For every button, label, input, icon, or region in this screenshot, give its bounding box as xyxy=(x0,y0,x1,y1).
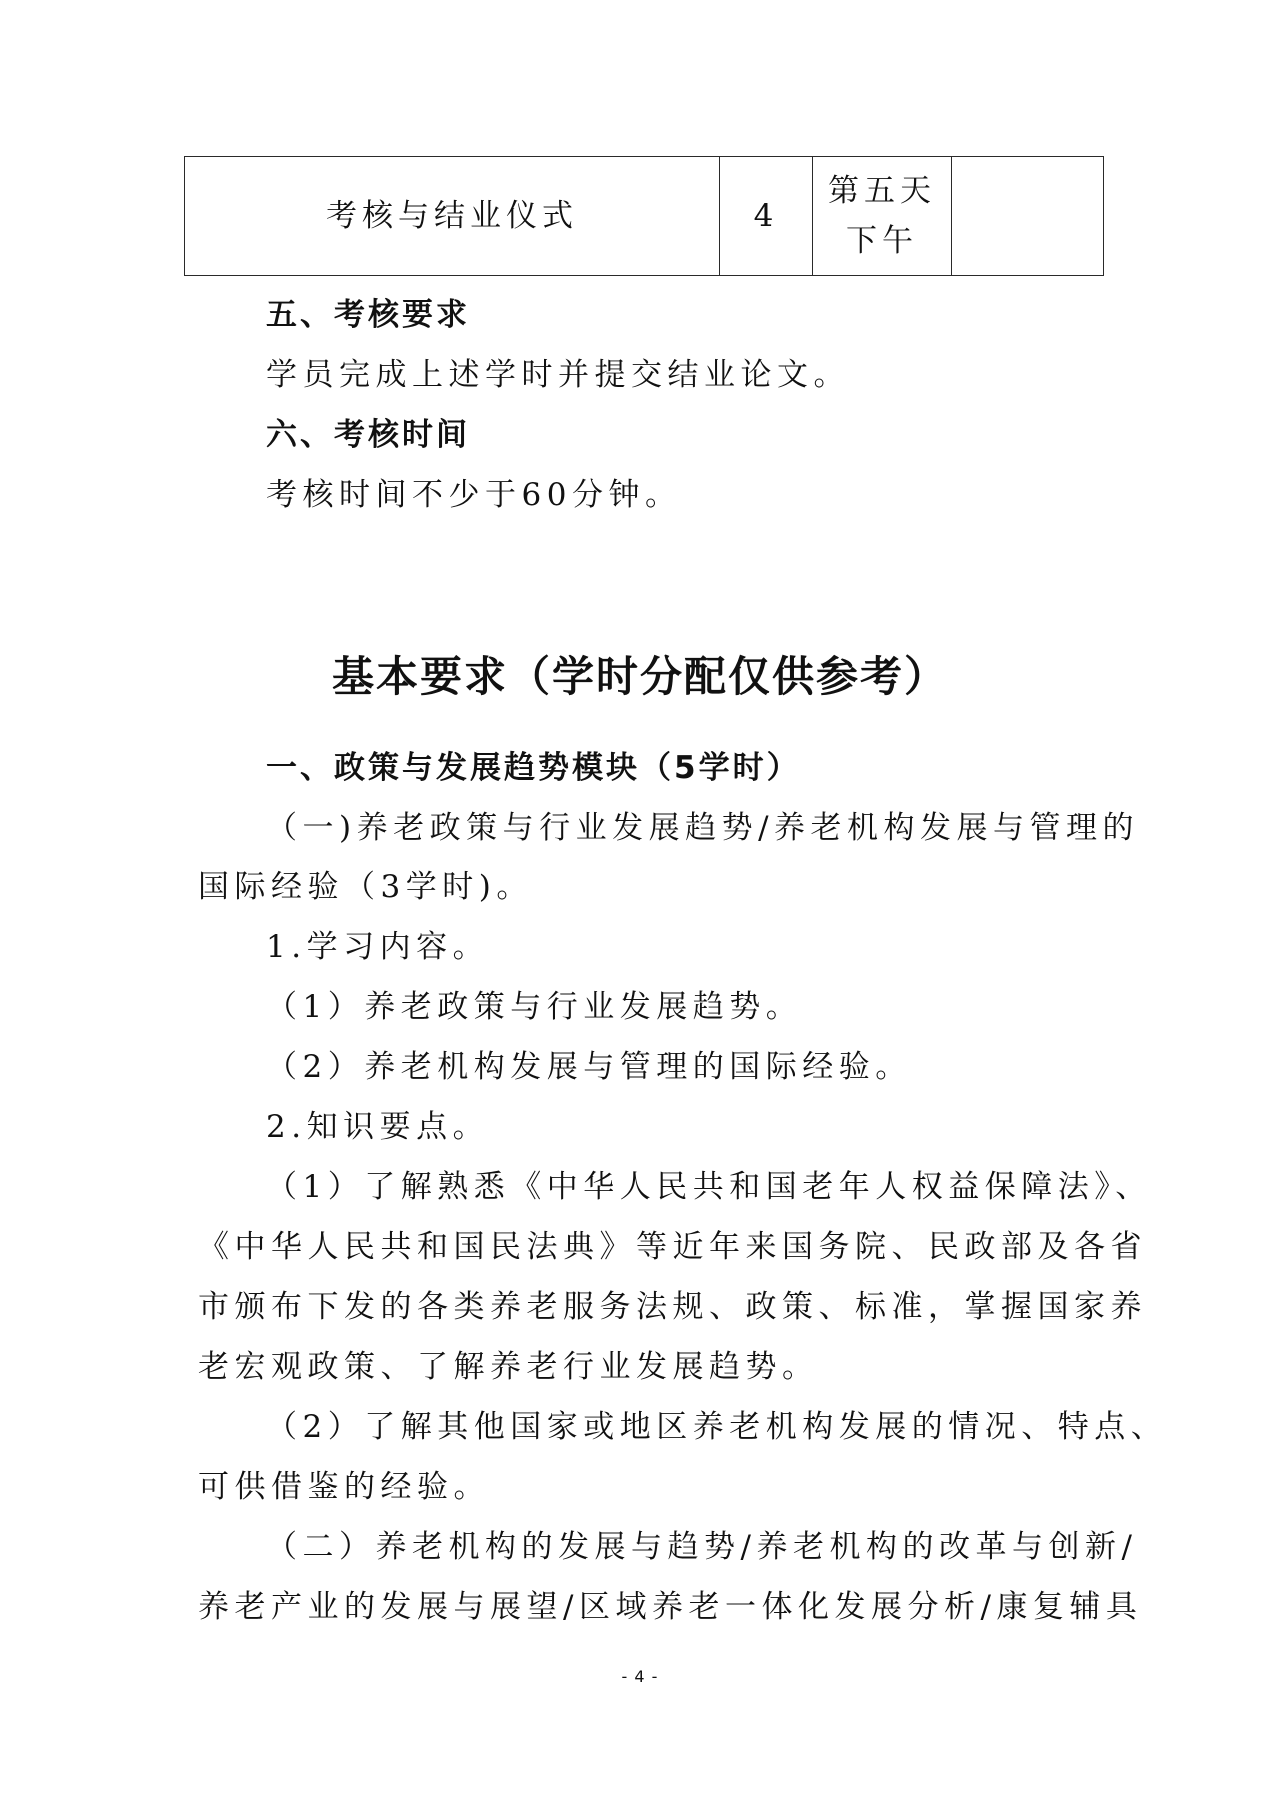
sub1-line1: （一)养老政策与行业发展趋势/养老机构发展与管理的 xyxy=(266,810,1140,846)
item1-a: （1）养老政策与行业发展趋势。 xyxy=(266,989,803,1025)
day-line-1: 第五天 xyxy=(828,173,936,209)
sub2-line1: （二）养老机构的发展与趋势/养老机构的改革与创新/ xyxy=(266,1529,1138,1565)
point2-line2: 可供借鉴的经验。 xyxy=(198,1469,490,1505)
schedule-table xyxy=(184,156,1104,276)
point1-line3: 市颁布下发的各类养老服务法规、政策、标准，掌握国家养 xyxy=(198,1289,1147,1325)
item1-label: 1.学习内容。 xyxy=(266,929,490,965)
section6-text: 考核时间不少于60分钟。 xyxy=(266,477,682,513)
table-row xyxy=(185,157,1104,276)
note-cell xyxy=(952,157,1104,276)
main-title: 基本要求（学时分配仅供参考） xyxy=(331,652,948,701)
point1-line4: 老宏观政策、了解养老行业发展趋势。 xyxy=(198,1349,819,1385)
point1-line1: （1）了解熟悉《中华人民共和国老年人权益保障法》、 xyxy=(266,1169,1152,1205)
section5-heading: 五、考核要求 xyxy=(266,297,470,333)
day-line-2: 下午 xyxy=(846,223,918,259)
section6-heading: 六、考核时间 xyxy=(266,417,470,453)
hours-cell: 4 xyxy=(720,157,813,276)
item2-label: 2.知识要点。 xyxy=(266,1109,490,1145)
point1-line2: 《中华人民共和国民法典》等近年来国务院、民政部及各省 xyxy=(198,1229,1147,1265)
sub1-line2: 国际经验（3学时)。 xyxy=(198,869,533,905)
page-number: - 4 - xyxy=(621,1667,659,1686)
item1-b: （2）养老机构发展与管理的国际经验。 xyxy=(266,1049,912,1085)
topic-cell: 考核与结业仪式 xyxy=(185,157,720,276)
section5-text: 学员完成上述学时并提交结业论文。 xyxy=(266,357,850,393)
module1-heading: 一、政策与发展趋势模块（5学时） xyxy=(266,750,801,786)
point2-line1: （2）了解其他国家或地区养老机构发展的情况、特点、 xyxy=(266,1409,1168,1445)
sub2-line2: 养老产业的发展与展望/区域养老一体化发展分析/康复辅具 xyxy=(198,1589,1143,1625)
day-cell xyxy=(813,157,952,276)
